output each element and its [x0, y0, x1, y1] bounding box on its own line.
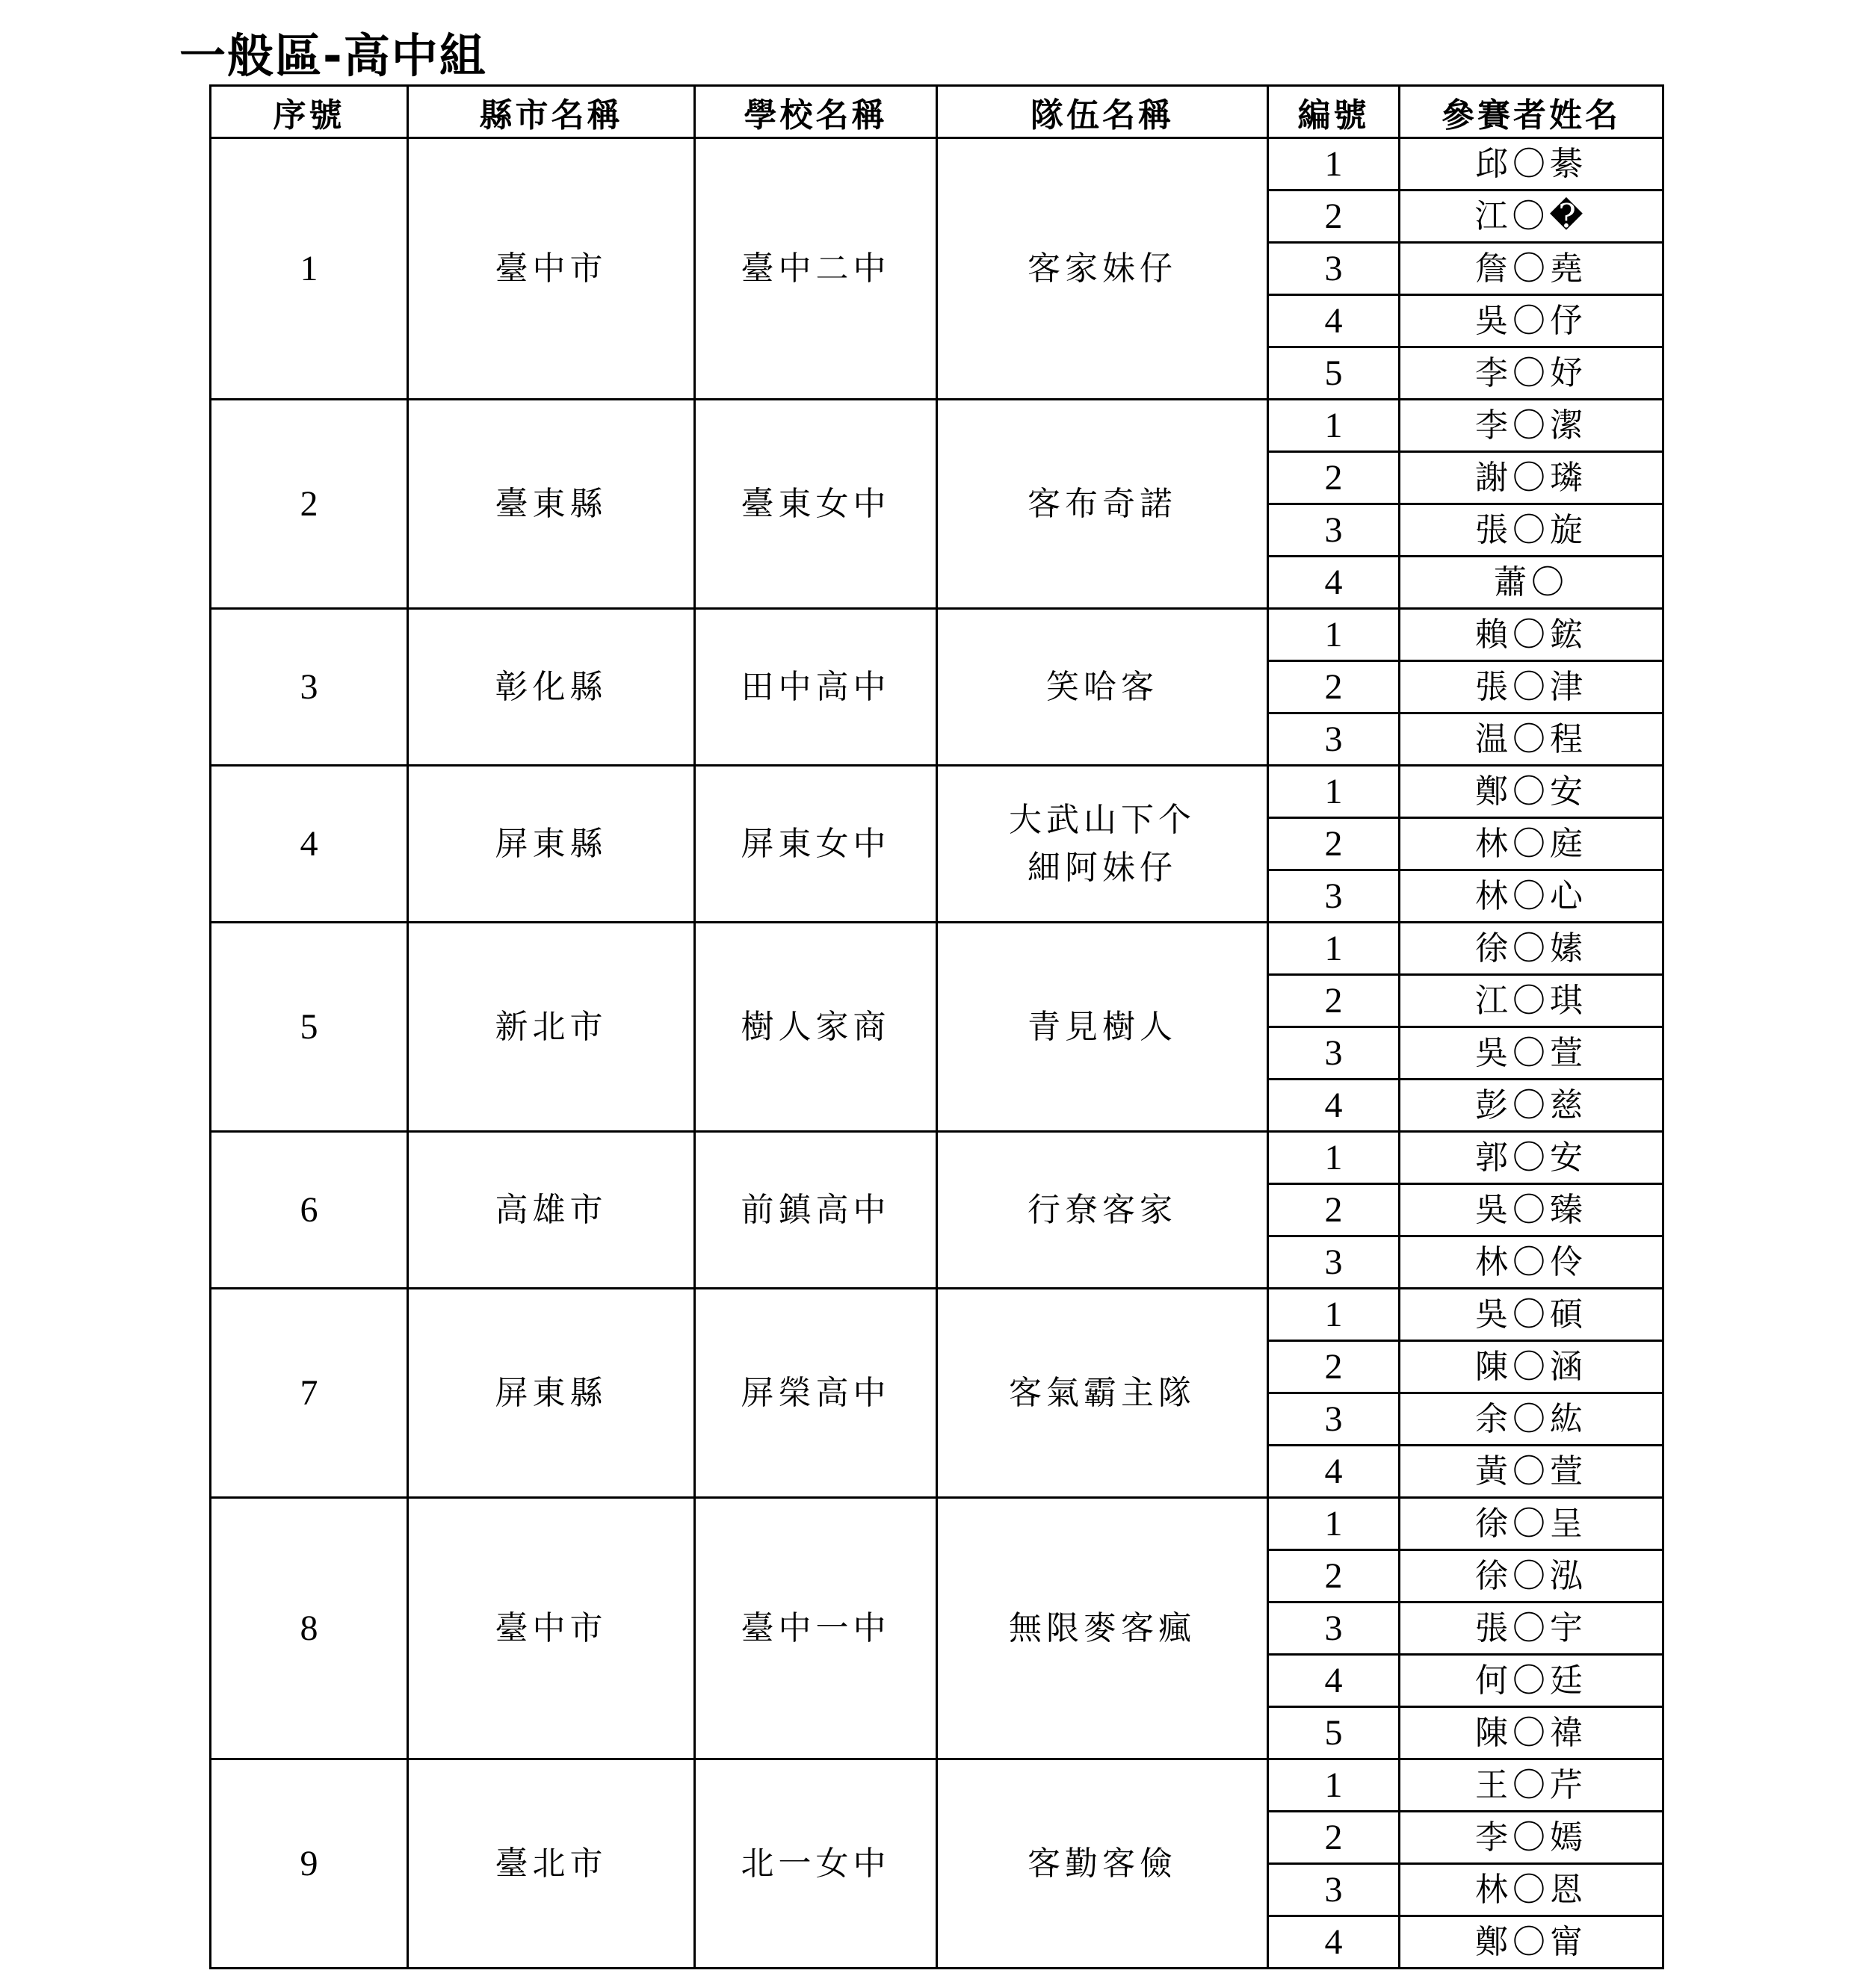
member-no-cell: 5: [1268, 347, 1400, 400]
team-name-cell: 客家妹仔: [937, 138, 1268, 400]
member-name-cell: 温〇程: [1400, 713, 1663, 766]
member-no-cell: 2: [1268, 975, 1400, 1027]
roster-table: [209, 84, 1664, 1969]
member-no-cell: 4: [1268, 1655, 1400, 1707]
table-row: [211, 1132, 1663, 1184]
school-cell: 田中高中: [695, 609, 937, 766]
school-cell: 屏榮高中: [695, 1289, 937, 1498]
county-cell: 高雄市: [408, 1132, 695, 1289]
member-no-cell: 3: [1268, 1864, 1400, 1916]
table-row: [211, 1759, 1663, 1812]
member-no-cell: 3: [1268, 1236, 1400, 1289]
county-cell: 屏東縣: [408, 766, 695, 923]
team-name-cell: 青見樹人: [937, 923, 1268, 1132]
member-no-cell: 2: [1268, 1812, 1400, 1864]
team-name-cell: 無限麥客瘋: [937, 1498, 1268, 1759]
team-name-cell: 客氣霸主隊: [937, 1289, 1268, 1498]
header-row: [211, 86, 1663, 138]
member-name-cell: 余〇紘: [1400, 1393, 1663, 1446]
member-name-cell: 林〇心: [1400, 870, 1663, 923]
member-no-cell: 1: [1268, 138, 1400, 191]
seq-cell: 1: [211, 138, 408, 400]
member-name-cell: 陳〇涵: [1400, 1341, 1663, 1393]
member-no-cell: 4: [1268, 1080, 1400, 1132]
table-row: [211, 1289, 1663, 1341]
school-cell: 屏東女中: [695, 766, 937, 923]
member-no-cell: 4: [1268, 295, 1400, 347]
member-name-cell: 何〇廷: [1400, 1655, 1663, 1707]
header-county: 縣市名稱: [408, 86, 695, 138]
member-no-cell: 3: [1268, 504, 1400, 557]
member-name-cell: 江〇�: [1400, 191, 1663, 243]
member-name-cell: 邱〇綦: [1400, 138, 1663, 191]
table-row: [211, 923, 1663, 975]
member-no-cell: 2: [1268, 1550, 1400, 1603]
member-no-cell: 3: [1268, 1603, 1400, 1655]
seq-cell: 3: [211, 609, 408, 766]
member-no-cell: 3: [1268, 713, 1400, 766]
county-cell: 新北市: [408, 923, 695, 1132]
member-no-cell: 1: [1268, 1498, 1400, 1550]
member-name-cell: 李〇妤: [1400, 347, 1663, 400]
member-name-cell: 徐〇泓: [1400, 1550, 1663, 1603]
county-cell: 臺中市: [408, 1498, 695, 1759]
member-no-cell: 1: [1268, 400, 1400, 452]
member-name-cell: 張〇津: [1400, 661, 1663, 713]
member-no-cell: 1: [1268, 1289, 1400, 1341]
county-cell: 臺中市: [408, 138, 695, 400]
header-team: 隊伍名稱: [937, 86, 1268, 138]
member-no-cell: 3: [1268, 870, 1400, 923]
member-name-cell: 陳〇禕: [1400, 1707, 1663, 1759]
member-name-cell: 張〇旋: [1400, 504, 1663, 557]
member-name-cell: 李〇潔: [1400, 400, 1663, 452]
table-row: [211, 138, 1663, 191]
member-no-cell: 1: [1268, 1132, 1400, 1184]
table-row: [211, 766, 1663, 818]
member-no-cell: 5: [1268, 1707, 1400, 1759]
member-no-cell: 2: [1268, 452, 1400, 504]
member-no-cell: 1: [1268, 1759, 1400, 1812]
team-name-cell: 行尞客家: [937, 1132, 1268, 1289]
member-no-cell: 4: [1268, 557, 1400, 609]
member-no-cell: 2: [1268, 661, 1400, 713]
member-no-cell: 1: [1268, 923, 1400, 975]
seq-cell: 4: [211, 766, 408, 923]
team-name-cell: 客布奇諾: [937, 400, 1268, 609]
member-name-cell: 王〇芹: [1400, 1759, 1663, 1812]
member-name-cell: 吳〇伃: [1400, 295, 1663, 347]
table-row: [211, 400, 1663, 452]
member-no-cell: 2: [1268, 818, 1400, 870]
member-name-cell: 林〇庭: [1400, 818, 1663, 870]
member-no-cell: 3: [1268, 1393, 1400, 1446]
seq-cell: 2: [211, 400, 408, 609]
header-school: 學校名稱: [695, 86, 937, 138]
member-no-cell: 4: [1268, 1446, 1400, 1498]
page-title: 一般區-高中組: [179, 28, 487, 83]
seq-cell: 8: [211, 1498, 408, 1759]
member-no-cell: 3: [1268, 1027, 1400, 1080]
table-row: [211, 609, 1663, 661]
seq-cell: 9: [211, 1759, 408, 1969]
member-name-cell: 林〇伶: [1400, 1236, 1663, 1289]
member-name-cell: 吳〇碩: [1400, 1289, 1663, 1341]
member-no-cell: 3: [1268, 243, 1400, 295]
member-name-cell: 謝〇璘: [1400, 452, 1663, 504]
header-member-no: 編號: [1268, 86, 1400, 138]
member-name-cell: 林〇恩: [1400, 1864, 1663, 1916]
member-name-cell: 黃〇萱: [1400, 1446, 1663, 1498]
member-name-cell: 吳〇臻: [1400, 1184, 1663, 1236]
member-name-cell: 張〇宇: [1400, 1603, 1663, 1655]
table-row: [211, 1498, 1663, 1550]
school-cell: 北一女中: [695, 1759, 937, 1969]
county-cell: 臺北市: [408, 1759, 695, 1969]
member-name-cell: 鄭〇安: [1400, 766, 1663, 818]
seq-cell: 7: [211, 1289, 408, 1498]
school-cell: 臺中二中: [695, 138, 937, 400]
header-member-name: 參賽者姓名: [1400, 86, 1663, 138]
member-name-cell: 鄭〇甯: [1400, 1916, 1663, 1969]
member-name-cell: 郭〇安: [1400, 1132, 1663, 1184]
school-cell: 前鎮高中: [695, 1132, 937, 1289]
county-cell: 屏東縣: [408, 1289, 695, 1498]
county-cell: 彰化縣: [408, 609, 695, 766]
member-no-cell: 4: [1268, 1916, 1400, 1969]
member-name-cell: 江〇琪: [1400, 975, 1663, 1027]
school-cell: 臺中一中: [695, 1498, 937, 1759]
member-no-cell: 2: [1268, 1341, 1400, 1393]
member-name-cell: 詹〇堯: [1400, 243, 1663, 295]
member-no-cell: 1: [1268, 766, 1400, 818]
member-name-cell: 賴〇鋐: [1400, 609, 1663, 661]
team-name-cell: 大武山下个 細阿妹仔: [937, 766, 1268, 923]
member-name-cell: 徐〇嫊: [1400, 923, 1663, 975]
school-cell: 臺東女中: [695, 400, 937, 609]
team-name-cell: 客勤客儉: [937, 1759, 1268, 1969]
member-name-cell: 徐〇呈: [1400, 1498, 1663, 1550]
member-name-cell: 李〇嫣: [1400, 1812, 1663, 1864]
seq-cell: 6: [211, 1132, 408, 1289]
member-name-cell: 吳〇萱: [1400, 1027, 1663, 1080]
member-no-cell: 1: [1268, 609, 1400, 661]
member-name-cell: 蕭〇: [1400, 557, 1663, 609]
team-name-cell: 笑哈客: [937, 609, 1268, 766]
member-name-cell: 彭〇慈: [1400, 1080, 1663, 1132]
member-no-cell: 2: [1268, 1184, 1400, 1236]
seq-cell: 5: [211, 923, 408, 1132]
school-cell: 樹人家商: [695, 923, 937, 1132]
roster-body: [211, 138, 1663, 1969]
county-cell: 臺東縣: [408, 400, 695, 609]
member-no-cell: 2: [1268, 191, 1400, 243]
header-seq: 序號: [211, 86, 408, 138]
